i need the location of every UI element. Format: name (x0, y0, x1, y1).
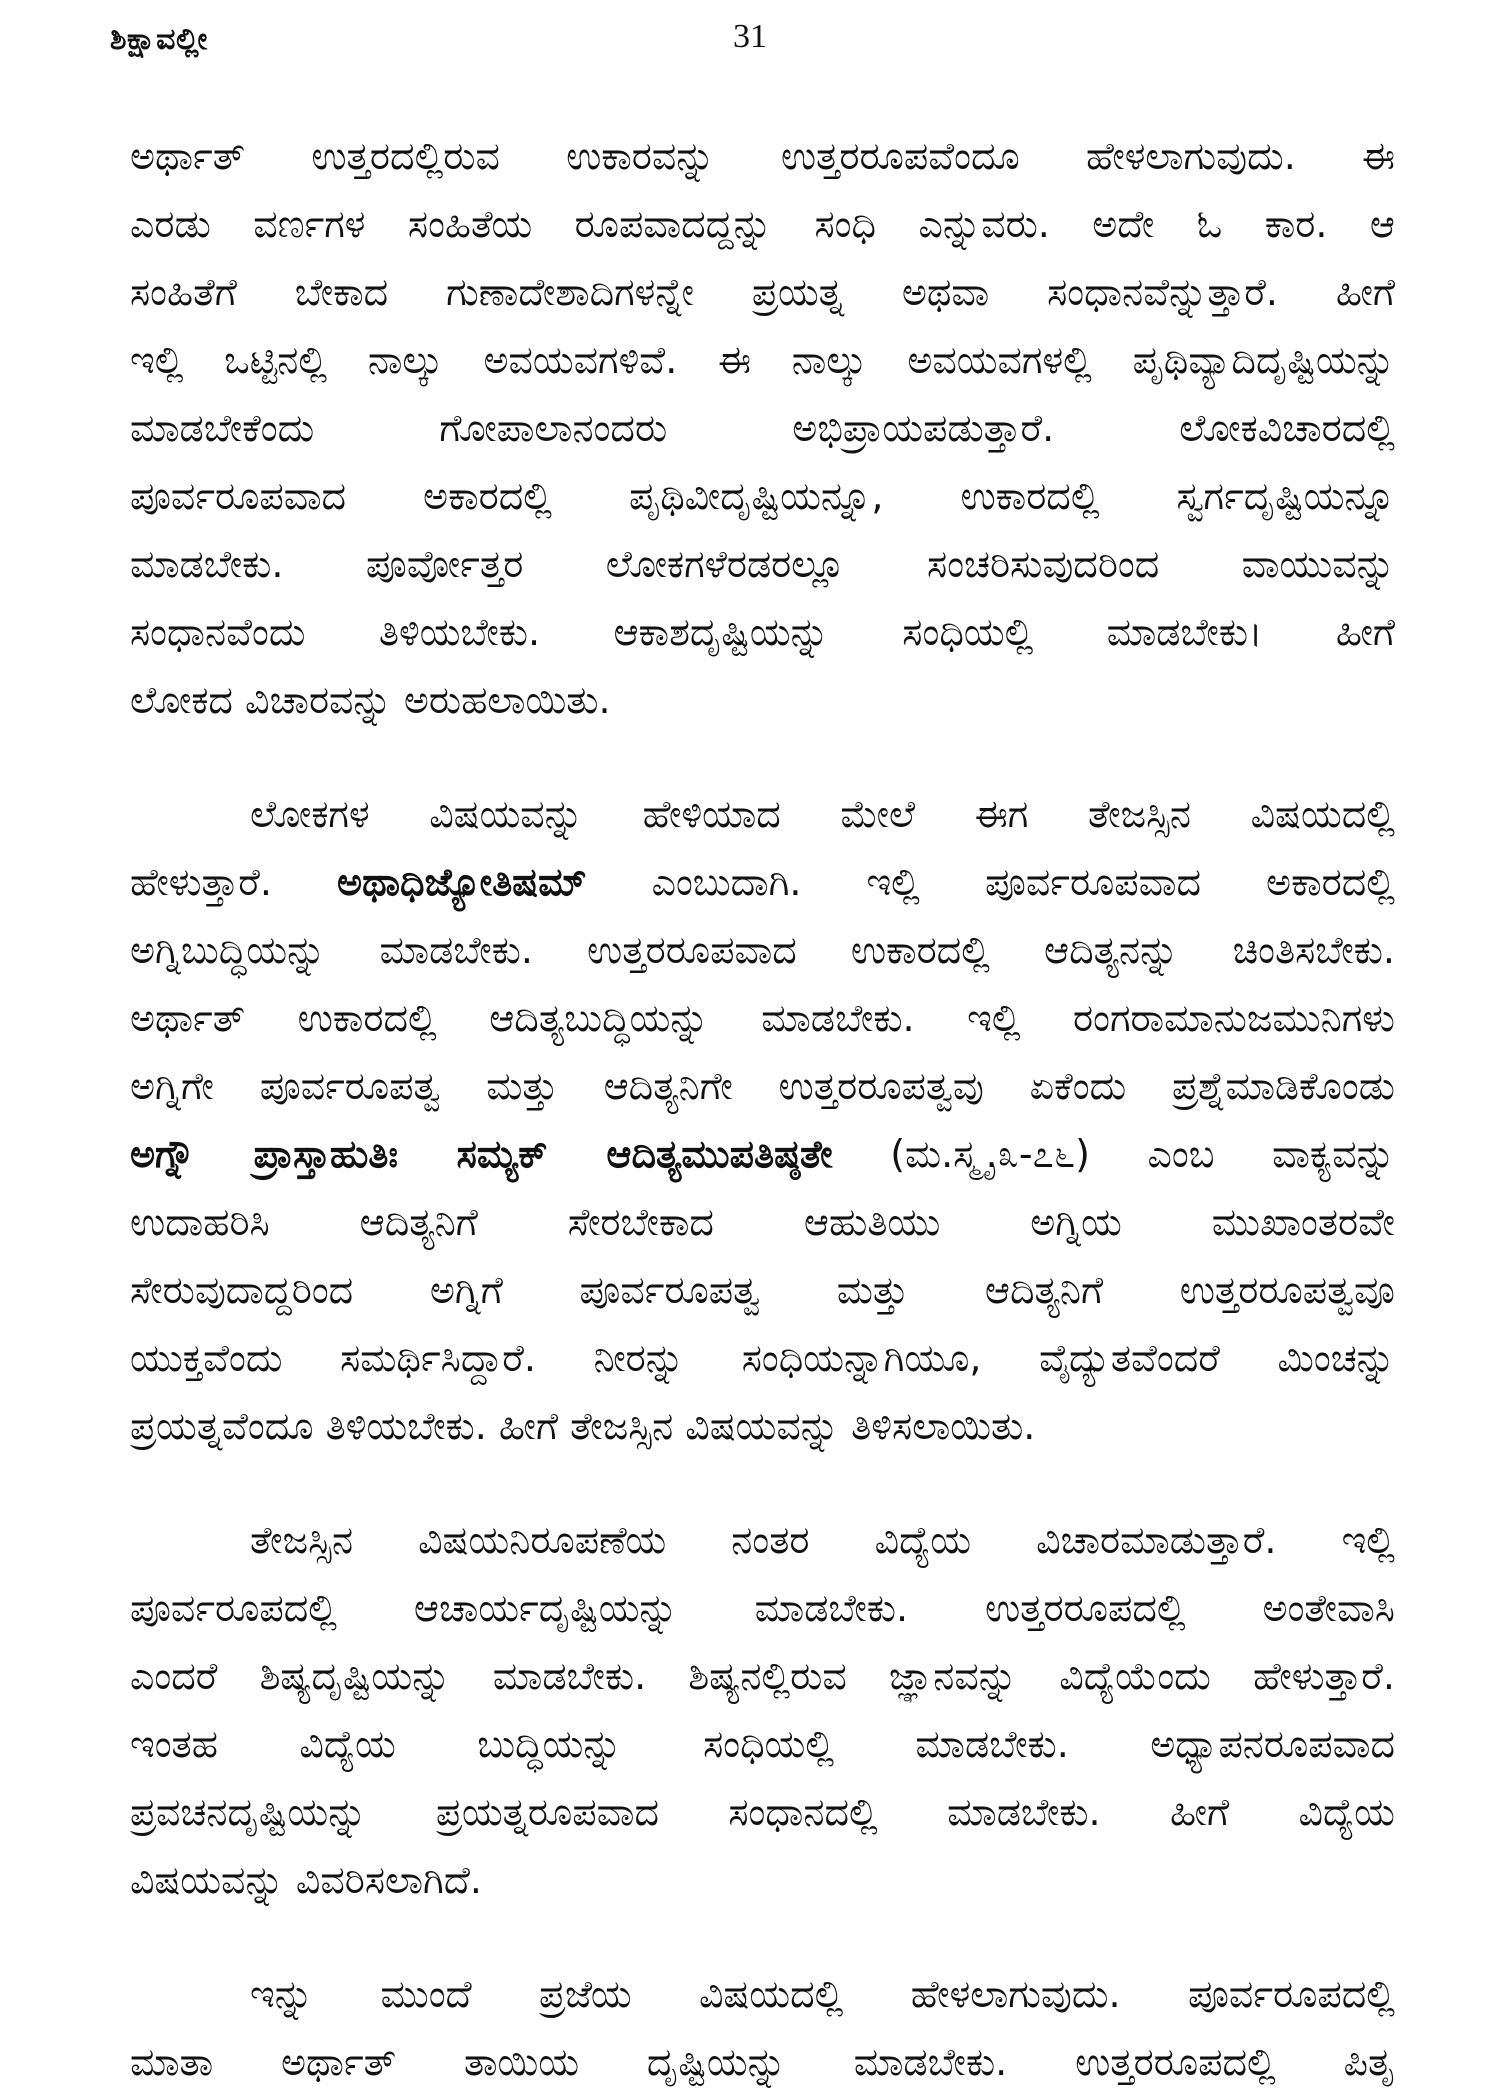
paragraph (130, 1506, 1395, 1914)
text-run: ಸಂಧಾನವೆಂದು ತಿಳಿಯಬೇಕು. ಆಕಾಶದೃಷ್ಟಿಯನ್ನು ಸಂಧಿಯಲ್ಲಿ ಮಾಡಬೇಕು। ಹೀಗೆ (130, 610, 1395, 654)
text-line (130, 530, 1395, 598)
text-line (130, 1052, 1395, 1120)
text-run: ಪ್ರವಚನದೃಷ್ಟಿಯನ್ನು ಪ್ರಯತ್ನರೂಪವಾದ ಸಂಧಾನದಲ್ಲಿ ಮಾಡಬೇಕು. ಹೀಗೆ ವಿದ್ಯೆಯ (130, 1790, 1395, 1834)
text-line (130, 916, 1395, 984)
text-run: ಉದಾಹರಿಸಿ ಆದಿತ್ಯನಿಗೆ ಸೇರಬೇಕಾದ ಆಹುತಿಯು ಅಗ್ನಿಯ ಮುಖಾಂತರವೇ (130, 1200, 1395, 1244)
text-line (130, 1778, 1395, 1846)
text-line (130, 1710, 1395, 1778)
text-run: ವಿಷಯವನ್ನು ವಿವರಿಸಲಾಗಿದೆ. (130, 1858, 482, 1902)
text-line (130, 1960, 1395, 2028)
text-line (130, 666, 1395, 734)
text-line (130, 1392, 1395, 1460)
text-line (130, 598, 1395, 666)
bold-term: ಅಥಾಧಿಜ್ಯೋತಿಷಮ್ (337, 860, 587, 904)
text-run: ಹೇಳುತ್ತಾರೆ. (130, 860, 338, 904)
text-run: ಪ್ರಯತ್ನವೆಂದೂ ತಿಳಿಯಬೇಕು. ಹೀಗೆ ತೇಜಸ್ಸಿನ ವಿಷಯವನ್ನು ತಿಳಿಸಲಾಯಿತು. (130, 1404, 1036, 1448)
text-line (130, 394, 1395, 462)
page-number: 31 (733, 18, 767, 55)
body-text (130, 122, 1395, 2096)
text-run: ಎಂಬುದಾಗಿ. ಇಲ್ಲಿ ಪೂರ್ವರೂಪವಾದ ಅಕಾರದಲ್ಲಿ (586, 860, 1395, 904)
text-line (130, 1574, 1395, 1642)
text-run: ಅಗ್ನಿಬುದ್ಧಿಯನ್ನು ಮಾಡಬೇಕು. ಉತ್ತರರೂಪವಾದ ಉಕಾರದಲ್ಲಿ ಆದಿತ್ಯನನ್ನು ಚಿಂತಿಸಬೇಕು. (130, 928, 1395, 972)
text-run: ಎಂದರೆ ಶಿಷ್ಯದೃಷ್ಟಿಯನ್ನು ಮಾಡಬೇಕು. ಶಿಷ್ಯನಲ್ಲಿರುವ ಜ್ಞಾನವನ್ನು ವಿದ್ಯೆಯೆಂದು ಹೇಳುತ್ತಾರೆ. (130, 1654, 1395, 1698)
text-run: ಪೂರ್ವರೂಪದಲ್ಲಿ ಆಚಾರ್ಯದೃಷ್ಟಿಯನ್ನು ಮಾಡಬೇಕು. ಉತ್ತರರೂಪದಲ್ಲಿ ಅಂತೇವಾಸಿ (130, 1586, 1395, 1630)
text-run: ಇಲ್ಲಿ ಒಟ್ಟಿನಲ್ಲಿ ನಾಲ್ಕು ಅವಯವಗಳಿವೆ. ಈ ನಾಲ್ಕು ಅವಯವಗಳಲ್ಲಿ ಪೃಥಿವ್ಯಾದಿದೃಷ್ಟಿಯನ್ನು (130, 338, 1395, 382)
text-run: ಸಂಹಿತೆಗೆ ಬೇಕಾದ ಗುಣಾದೇಶಾದಿಗಳನ್ನೇ ಪ್ರಯತ್ನ ಅಥವಾ ಸಂಧಾನವೆನ್ನುತ್ತಾರೆ. ಹೀಗೆ (130, 270, 1395, 314)
text-run: ಅರ್ಥಾತ್ ಉತ್ತರದಲ್ಲಿರುವ ಉಕಾರವನ್ನು ಉತ್ತರರೂಪವೆಂದೂ ಹೇಳಲಾಗುವುದು. ಈ (130, 134, 1395, 178)
text-line (130, 1120, 1395, 1188)
paragraph-gap (130, 1460, 1395, 1506)
text-line (130, 1324, 1395, 1392)
running-title: ಶಿಕ್ಷಾವಲ್ಲೀ (110, 22, 208, 57)
text-line (130, 462, 1395, 530)
paragraph (130, 780, 1395, 1460)
text-run: ಲೋಕದ ವಿಚಾರವನ್ನು ಅರುಹಲಾಯಿತು. (130, 678, 611, 722)
text-run: ಲೋಕಗಳ ವಿಷಯವನ್ನು ಹೇಳಿಯಾದ ಮೇಲೆ ಈಗ ತೇಜಸ್ಸಿನ ವಿಷಯದಲ್ಲಿ (250, 792, 1395, 836)
paragraph (130, 1960, 1395, 2096)
text-run: ಮಾತಾ ಅರ್ಥಾತ್ ತಾಯಿಯ ದೃಷ್ಟಿಯನ್ನು ಮಾಡಬೇಕು. ಉತ್ತರರೂಪದಲ್ಲಿ ಪಿತೃ (130, 2040, 1395, 2084)
text-line (130, 122, 1395, 190)
paragraph-gap (130, 734, 1395, 780)
text-line (130, 1642, 1395, 1710)
text-run: ಪೂರ್ವರೂಪವಾದ ಅಕಾರದಲ್ಲಿ ಪೃಥಿವೀದೃಷ್ಟಿಯನ್ನೂ, ಉಕಾರದಲ್ಲಿ ಸ್ವರ್ಗದೃಷ್ಟಿಯನ್ನೂ (130, 474, 1395, 518)
text-line (130, 1846, 1395, 1914)
text-run: ಇನ್ನು ಮುಂದೆ ಪ್ರಜೆಯ ವಿಷಯದಲ್ಲಿ ಹೇಳಲಾಗುವುದು. ಪೂರ್ವರೂಪದಲ್ಲಿ (250, 1972, 1395, 2016)
text-run: (ಮ.ಸ್ಮೃ.೩-೭೬) ಎಂಬ ವಾಕ್ಯವನ್ನು (832, 1132, 1395, 1176)
text-line (130, 984, 1395, 1052)
text-line (130, 848, 1395, 916)
bold-quote: ಅಗ್ನೌ ಪ್ರಾಸ್ತಾಹುತಿಃ ಸಮ್ಯಕ್ ಆದಿತ್ಯಮುಪತಿಷ್ಠತೇ (130, 1132, 833, 1176)
text-run: ಅರ್ಥಾತ್ ಉಕಾರದಲ್ಲಿ ಆದಿತ್ಯಬುದ್ಧಿಯನ್ನು ಮಾಡಬೇಕು. ಇಲ್ಲಿ ರಂಗರಾಮಾನುಜಮುನಿಗಳು (130, 996, 1395, 1040)
text-line (130, 258, 1395, 326)
text-line (130, 1188, 1395, 1256)
text-run: ಸೇರುವುದಾದ್ದರಿಂದ ಅಗ್ನಿಗೆ ಪೂರ್ವರೂಪತ್ವ ಮತ್ತು ಆದಿತ್ಯನಿಗೆ ಉತ್ತರರೂಪತ್ವವೂ (130, 1268, 1395, 1312)
text-run: ಮಾಡಬೇಕೆಂದು ಗೋಪಾಲಾನಂದರು ಅಭಿಪ್ರಾಯಪಡುತ್ತಾರೆ. ಲೋಕವಿಚಾರದಲ್ಲಿ (130, 406, 1395, 450)
paragraph-gap (130, 1914, 1395, 1960)
text-line (130, 2028, 1395, 2096)
text-run: ಎರಡು ವರ್ಣಗಳ ಸಂಹಿತೆಯ ರೂಪವಾದದ್ದನ್ನು ಸಂಧಿ ಎನ್ನುವರು. ಅದೇ ಓ ಕಾರ. ಆ (130, 202, 1395, 246)
text-run: ಯುಕ್ತವೆಂದು ಸಮರ್ಥಿಸಿದ್ದಾರೆ. ನೀರನ್ನು ಸಂಧಿಯನ್ನಾಗಿಯೂ, ವೈದ್ಯುತವೆಂದರೆ ಮಿಂಚನ್ನು (130, 1336, 1395, 1380)
text-run: ತೇಜಸ್ಸಿನ ವಿಷಯನಿರೂಪಣೆಯ ನಂತರ ವಿದ್ಯೆಯ ವಿಚಾರಮಾಡುತ್ತಾರೆ. ಇಲ್ಲಿ (250, 1518, 1395, 1562)
text-line (130, 1256, 1395, 1324)
text-line (130, 190, 1395, 258)
text-line (130, 326, 1395, 394)
text-run: ಇಂತಹ ವಿದ್ಯೆಯ ಬುದ್ಧಿಯನ್ನು ಸಂಧಿಯಲ್ಲಿ ಮಾಡಬೇಕು. ಅಧ್ಯಾಪನರೂಪವಾದ (130, 1722, 1395, 1766)
text-run: ಅಗ್ನಿಗೇ ಪೂರ್ವರೂಪತ್ವ ಮತ್ತು ಆದಿತ್ಯನಿಗೇ ಉತ್ತರರೂಪತ್ವವು ಏಕೆಂದು ಪ್ರಶ್ನೆಮಾಡಿಕೊಂಡು (130, 1064, 1395, 1108)
text-line (130, 1506, 1395, 1574)
paragraph (130, 122, 1395, 734)
text-line (130, 780, 1395, 848)
text-run: ಮಾಡಬೇಕು. ಪೂರ್ವೋತ್ತರ ಲೋಕಗಳೆರಡರಲ್ಲೂ ಸಂಚರಿಸುವುದರಿಂದ ವಾಯುವನ್ನು (130, 542, 1395, 586)
